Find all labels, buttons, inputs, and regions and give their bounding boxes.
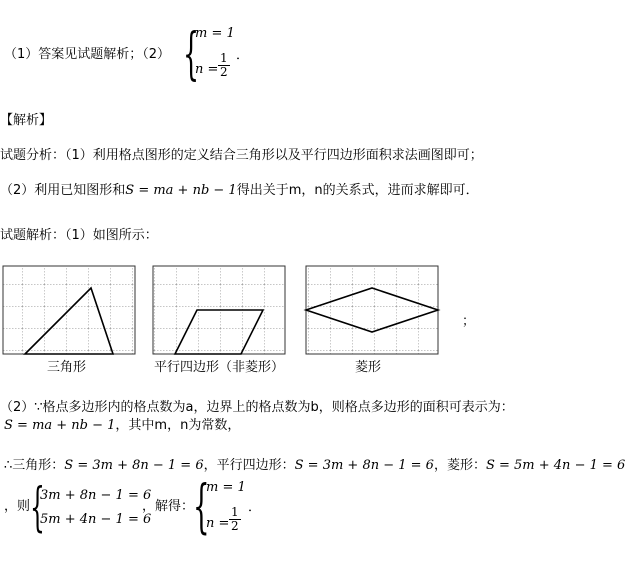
answer-n-lhs: n = xyxy=(195,62,219,77)
analysis-paragraph-1: 试题分析：（1）利用格点图形的定义结合三角形以及平行四边形面积求法画图即可； xyxy=(0,148,483,163)
analysis-heading: 【解析】 xyxy=(0,113,53,128)
analysis-p2-formula: S = ma + nb − 1 xyxy=(125,183,237,198)
grid-figures xyxy=(0,262,630,382)
solution-end: ． xyxy=(248,500,262,515)
system-brace: { xyxy=(30,478,45,538)
therefore-f3: S = 5m + 4n − 1 = 6 xyxy=(485,458,626,473)
system-eq2: 5m + 4n − 1 = 6 xyxy=(40,512,152,527)
answer-n-fraction xyxy=(218,52,230,79)
solution-n-lhs: n = xyxy=(206,516,230,531)
part2-line-1: （2）∵格点多边形内的格点数为a，边界上的格点数为b，则格点多边形的面积可表示为： xyxy=(0,400,514,415)
answer-m-eq: m = 1 xyxy=(195,26,235,41)
part2-post: ，其中m，n为常数， xyxy=(115,418,241,433)
answer-frac-num: 1 xyxy=(220,51,228,65)
system-pre: ，则 xyxy=(4,499,31,514)
analysis-paragraph-2 xyxy=(0,183,479,199)
parallelogram-grid xyxy=(153,266,285,354)
analysis-p2-post: 得出关于m，n的关系式，进而求解即可． xyxy=(236,183,479,198)
caption-rhombus: 菱形 xyxy=(355,360,382,375)
therefore-f1: S = 3m + 8n − 1 = 6 xyxy=(64,458,204,473)
solution-frac-den: 2 xyxy=(231,519,239,533)
solution-brace: { xyxy=(193,472,210,540)
answer-frac-den: 2 xyxy=(220,65,228,79)
analysis-p2-pre: （2）利用已知图形和 xyxy=(0,183,126,198)
solution-intro: 试题解析：（1）如图所示： xyxy=(0,228,158,243)
solution-n-fraction xyxy=(229,506,241,533)
answer-end: ． xyxy=(236,48,250,63)
therefore-f2: S = 3m + 8n − 1 = 6 xyxy=(294,458,434,473)
system-mid: ，解得： xyxy=(142,499,195,514)
part2-line-2 xyxy=(4,418,240,434)
triangle-grid xyxy=(3,266,135,354)
therefore-mid2: ，菱形： xyxy=(433,458,486,473)
caption-parallelogram: 平行四边形（非菱形） xyxy=(154,360,285,375)
figure-end-punct: ； xyxy=(462,314,476,329)
therefore-line xyxy=(4,458,625,474)
rhombus-grid xyxy=(306,266,438,354)
therefore-mid1: ，平行四边形： xyxy=(203,458,295,473)
answer-prefix: （1）答案见试题解析；（2） xyxy=(4,47,171,62)
answer-brace: { xyxy=(183,22,200,87)
part2-formula: S = ma + nb − 1 xyxy=(4,418,116,433)
caption-triangle: 三角形 xyxy=(47,360,87,375)
solution-frac-num: 1 xyxy=(231,505,239,519)
solution-m-eq: m = 1 xyxy=(206,480,246,495)
therefore-pre: ∴三角形： xyxy=(4,458,65,473)
system-eq1: 3m + 8n − 1 = 6 xyxy=(40,488,152,503)
